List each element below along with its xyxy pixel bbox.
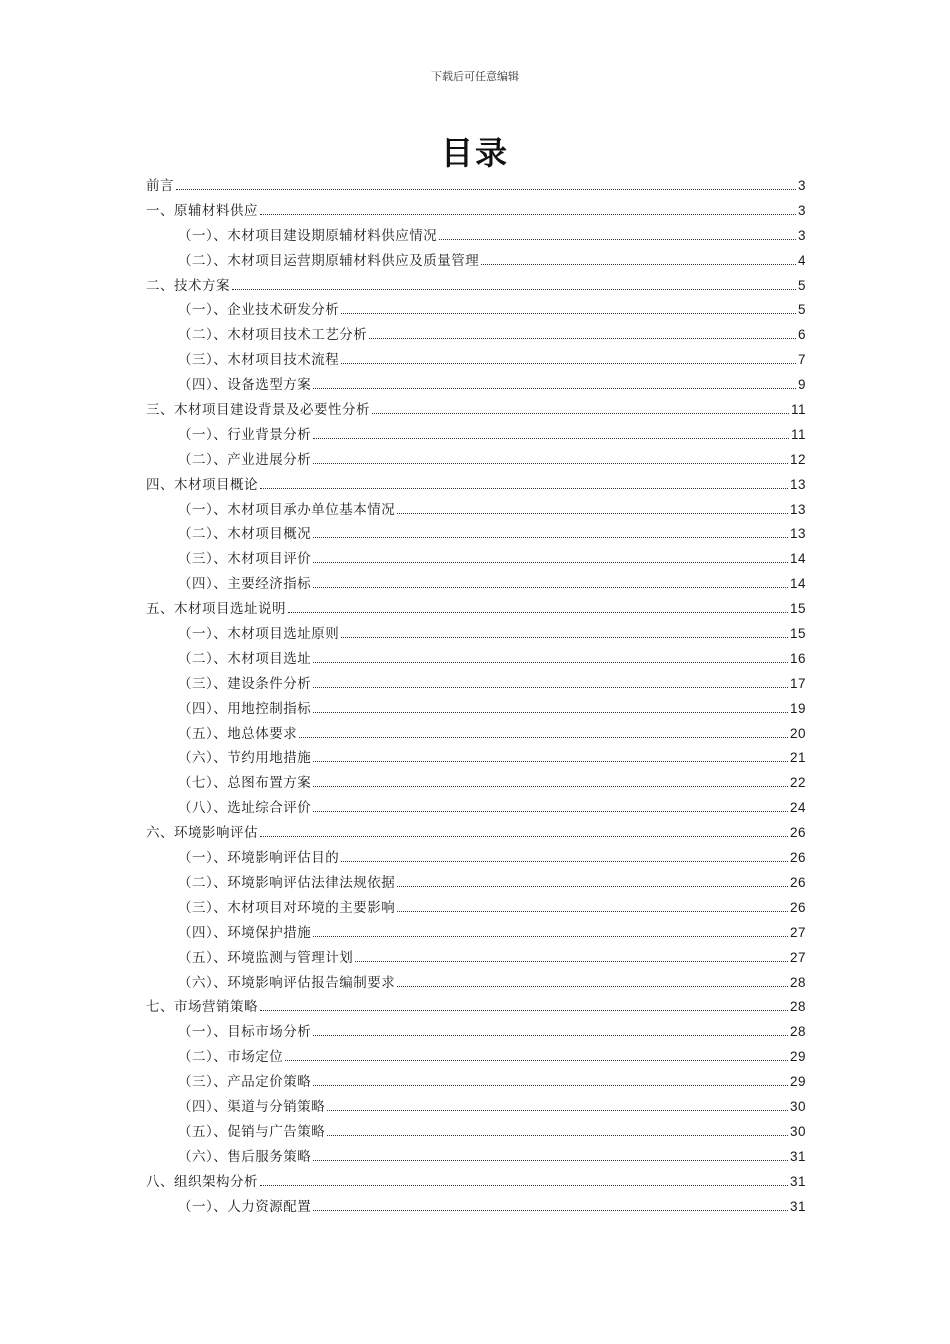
toc-entry-label: （二）、产业进展分析 (178, 451, 312, 468)
toc-dot-leader (327, 1135, 788, 1136)
toc-entry-page-number: 5 (797, 277, 806, 293)
toc-entry-label: （二）、木材项目技术工艺分析 (178, 327, 368, 344)
header-note: 下载后可任意编辑 (431, 70, 519, 83)
toc-entry-page-number: 28 (789, 1024, 806, 1040)
toc-dot-leader (313, 786, 788, 787)
toc-entry[interactable] (146, 796, 806, 821)
toc-entry-label: （五）、促销与广告策略 (178, 1123, 326, 1140)
toc-entry[interactable] (146, 224, 806, 249)
toc-entry[interactable] (146, 1095, 806, 1120)
toc-entry[interactable] (146, 896, 806, 921)
toc-entry-label: （四）、渠道与分销策略 (178, 1098, 326, 1115)
toc-dot-leader (260, 488, 788, 489)
toc-entry-label: 二、技术方案 (146, 277, 230, 294)
toc-dot-leader (313, 562, 788, 563)
toc-dot-leader (397, 513, 788, 514)
toc-entry-label: 三、木材项目建设背景及必要性分析 (146, 402, 370, 419)
toc-entry[interactable] (146, 199, 806, 224)
toc-entry-page-number: 11 (790, 426, 806, 442)
toc-entry[interactable] (146, 1020, 806, 1045)
toc-dot-leader (313, 463, 788, 464)
toc-entry-page-number: 19 (789, 700, 806, 716)
toc-dot-leader (260, 836, 788, 837)
page-title: 目录 (440, 134, 509, 172)
toc-entry-page-number: 29 (789, 1049, 806, 1065)
toc-entry-page-number: 28 (789, 974, 806, 990)
toc-entry-label: （二）、木材项目概况 (178, 526, 312, 543)
toc-dot-leader (327, 1110, 788, 1111)
toc-entry-page-number: 26 (789, 825, 806, 841)
toc-entry[interactable] (146, 971, 806, 996)
toc-entry-label: 六、环境影响评估 (146, 825, 258, 842)
toc-dot-leader (288, 612, 788, 613)
toc-entry-label: 前言 (146, 178, 174, 194)
toc-entry-label: （三）、建设条件分析 (178, 675, 312, 692)
toc-dot-leader (341, 363, 796, 364)
toc-entry-label: （一）、环境影响评估目的 (178, 850, 340, 867)
toc-dot-leader (176, 189, 796, 190)
toc-dot-leader (313, 1210, 788, 1211)
toc-entry-page-number: 27 (789, 949, 806, 965)
toc-entry-label: （二）、木材项目选址 (178, 650, 312, 667)
table-of-contents (146, 174, 806, 1219)
toc-entry-page-number: 3 (797, 202, 806, 218)
toc-entry-page-number: 31 (789, 1173, 806, 1189)
toc-entry-label: （一）、企业技术研发分析 (178, 302, 340, 319)
toc-entry[interactable] (146, 771, 806, 796)
toc-entry-label: （四）、主要经济指标 (178, 576, 312, 593)
toc-dot-leader (232, 289, 796, 290)
toc-entry-label: （一）、木材项目承办单位基本情况 (178, 501, 396, 518)
toc-entry-label: 一、原辅材料供应 (146, 202, 258, 219)
toc-entry-page-number: 26 (789, 850, 806, 866)
toc-entry[interactable] (146, 821, 806, 846)
toc-dot-leader (481, 264, 796, 265)
toc-entry-label: （四）、设备选型方案 (178, 377, 312, 394)
toc-entry-page-number: 7 (797, 352, 806, 368)
toc-entry[interactable] (146, 622, 806, 647)
toc-entry[interactable] (146, 373, 806, 398)
toc-entry-label: （一）、目标市场分析 (178, 1024, 312, 1041)
toc-dot-leader (341, 637, 788, 638)
toc-dot-leader (313, 537, 788, 538)
toc-entry-label: （二）、环境影响评估法律法规依据 (178, 874, 396, 891)
toc-dot-leader (313, 761, 788, 762)
toc-entry-page-number: 31 (789, 1198, 806, 1214)
toc-dot-leader (313, 1160, 788, 1161)
toc-entry-page-number: 14 (789, 576, 806, 592)
toc-dot-leader (313, 587, 788, 588)
toc-dot-leader (313, 438, 789, 439)
toc-entry-page-number: 14 (789, 551, 806, 567)
toc-entry-page-number: 22 (789, 775, 806, 791)
toc-entry-label: （六）、环境影响评估报告编制要求 (178, 974, 396, 991)
toc-dot-leader (260, 1010, 788, 1011)
toc-entry[interactable] (146, 473, 806, 498)
toc-dot-leader (397, 886, 788, 887)
toc-entry[interactable] (146, 298, 806, 323)
toc-entry-page-number: 12 (789, 451, 806, 467)
toc-entry-label: （三）、木材项目对环境的主要影响 (178, 899, 396, 916)
toc-entry[interactable] (146, 597, 806, 622)
toc-entry[interactable] (146, 1195, 806, 1220)
toc-entry[interactable] (146, 423, 806, 448)
toc-dot-leader (313, 687, 788, 688)
toc-entry-label: （五）、地总体要求 (178, 725, 298, 742)
toc-entry-label: （一）、木材项目选址原则 (178, 626, 340, 643)
toc-dot-leader (313, 1035, 788, 1036)
toc-entry[interactable] (146, 274, 806, 299)
toc-entry[interactable] (146, 1120, 806, 1145)
toc-entry-page-number: 13 (789, 526, 806, 542)
toc-entry-label: （一）、木材项目建设期原辅材料供应情况 (178, 227, 438, 244)
toc-entry-label: 八、组织架构分析 (146, 1173, 258, 1190)
toc-entry[interactable] (146, 1045, 806, 1070)
toc-dot-leader (260, 214, 796, 215)
toc-entry-page-number: 30 (789, 1098, 806, 1114)
toc-entry[interactable] (146, 498, 806, 523)
toc-entry-page-number: 31 (789, 1148, 806, 1164)
toc-entry-label: （三）、木材项目评价 (178, 551, 312, 568)
toc-entry[interactable] (146, 572, 806, 597)
toc-entry-page-number: 26 (789, 899, 806, 915)
toc-entry-label: 五、木材项目选址说明 (146, 601, 286, 618)
toc-entry[interactable] (146, 398, 806, 423)
toc-entry-label: （八）、选址综合评价 (178, 800, 312, 817)
toc-entry[interactable] (146, 522, 806, 547)
toc-entry-page-number: 11 (790, 402, 806, 418)
toc-entry[interactable] (146, 249, 806, 274)
toc-entry-page-number: 15 (789, 626, 806, 642)
toc-entry[interactable] (146, 323, 806, 348)
toc-entry-page-number: 13 (789, 476, 806, 492)
toc-entry-label: 七、市场营销策略 (146, 999, 258, 1016)
toc-entry-page-number: 15 (789, 601, 806, 617)
toc-entry-page-number: 3 (797, 178, 806, 193)
toc-dot-leader (439, 239, 796, 240)
toc-entry-label: （三）、木材项目技术流程 (178, 352, 340, 369)
toc-entry-page-number: 20 (789, 725, 806, 741)
toc-entry-page-number: 17 (789, 675, 806, 691)
toc-entry[interactable] (146, 921, 806, 946)
toc-dot-leader (299, 737, 788, 738)
toc-entry-page-number: 13 (789, 501, 806, 517)
toc-dot-leader (260, 1185, 788, 1186)
toc-entry[interactable] (146, 1170, 806, 1195)
toc-entry-label: （四）、环境保护措施 (178, 924, 312, 941)
toc-dot-leader (341, 861, 788, 862)
toc-dot-leader (285, 1060, 788, 1061)
toc-entry-page-number: 28 (789, 999, 806, 1015)
toc-entry-page-number: 16 (789, 650, 806, 666)
toc-entry-label: （一）、人力资源配置 (178, 1198, 312, 1215)
toc-entry-label: （七）、总图布置方案 (178, 775, 312, 792)
toc-entry-page-number: 26 (789, 874, 806, 890)
toc-dot-leader (313, 712, 788, 713)
toc-entry-page-number: 27 (789, 924, 806, 940)
toc-entry[interactable] (146, 448, 806, 473)
toc-dot-leader (313, 388, 796, 389)
toc-entry-label: （六）、节约用地措施 (178, 750, 312, 767)
toc-entry[interactable] (146, 995, 806, 1020)
toc-entry[interactable] (146, 348, 806, 373)
toc-entry-page-number: 5 (797, 302, 806, 318)
toc-entry[interactable] (146, 697, 806, 722)
toc-entry-label: （五）、环境监测与管理计划 (178, 949, 354, 966)
toc-entry-page-number: 4 (797, 252, 806, 268)
toc-entry-label: （二）、市场定位 (178, 1049, 284, 1066)
toc-dot-leader (313, 662, 788, 663)
toc-dot-leader (369, 338, 796, 339)
toc-entry-label: （六）、售后服务策略 (178, 1148, 312, 1165)
toc-entry[interactable] (146, 871, 806, 896)
toc-dot-leader (355, 961, 788, 962)
toc-entry-page-number: 6 (797, 327, 806, 343)
toc-dot-leader (397, 911, 788, 912)
toc-dot-leader (341, 313, 796, 314)
toc-entry[interactable] (146, 174, 806, 199)
toc-entry[interactable] (146, 672, 806, 697)
toc-dot-leader (313, 1085, 788, 1086)
toc-entry-page-number: 29 (789, 1074, 806, 1090)
toc-entry-label: （一）、行业背景分析 (178, 426, 312, 443)
toc-dot-leader (313, 936, 788, 937)
toc-entry-label: （三）、产品定价策略 (178, 1074, 312, 1091)
toc-dot-leader (313, 811, 788, 812)
toc-entry[interactable] (146, 746, 806, 771)
toc-entry-page-number: 30 (789, 1123, 806, 1139)
toc-entry[interactable] (146, 946, 806, 971)
toc-entry[interactable] (146, 846, 806, 871)
toc-entry[interactable] (146, 547, 806, 572)
toc-entry-label: （二）、木材项目运营期原辅材料供应及质量管理 (178, 252, 480, 269)
toc-entry-page-number: 3 (797, 227, 806, 243)
toc-dot-leader (372, 413, 789, 414)
toc-entry[interactable] (146, 722, 806, 747)
toc-entry-page-number: 24 (789, 800, 806, 816)
toc-entry-label: （四）、用地控制指标 (178, 700, 312, 717)
toc-entry-page-number: 21 (789, 750, 806, 766)
toc-dot-leader (397, 986, 788, 987)
toc-entry-page-number: 9 (797, 377, 806, 393)
toc-entry[interactable] (146, 1070, 806, 1095)
toc-entry[interactable] (146, 647, 806, 672)
toc-entry[interactable] (146, 1145, 806, 1170)
toc-entry-label: 四、木材项目概论 (146, 476, 258, 493)
